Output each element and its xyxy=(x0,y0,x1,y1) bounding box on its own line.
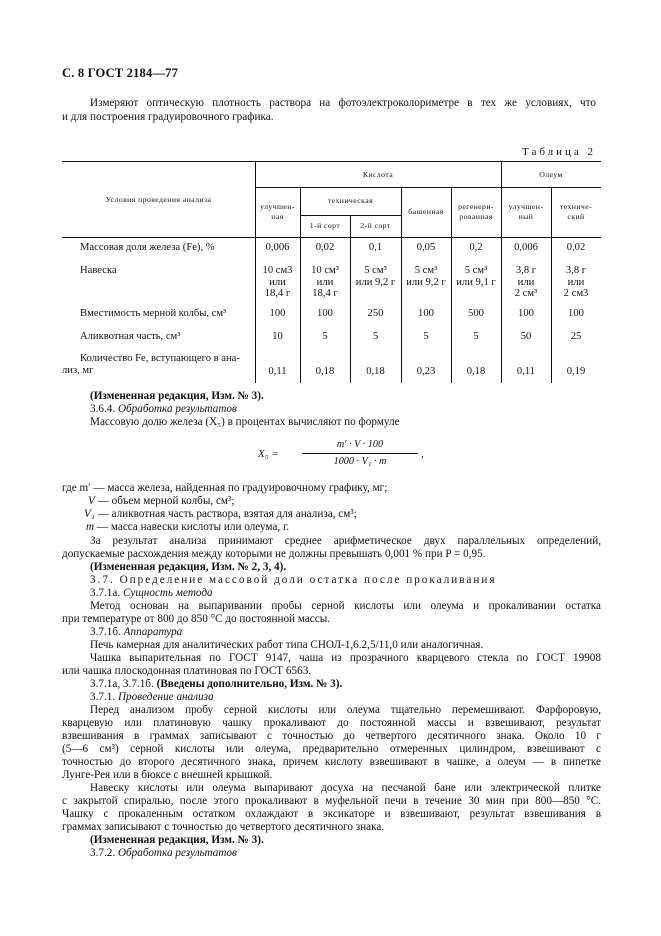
table-header-rule xyxy=(62,237,601,238)
table-cell: 5 xyxy=(423,331,429,342)
section-title: Проведение анализа xyxy=(117,691,214,703)
result-paragraph-line-1: За результат анализа принимают среднее арифметическое двух параллельных определений, xyxy=(90,535,601,547)
evaporation-line-4: граммах записывают с точностью до четвертого десятичного знака. xyxy=(62,821,385,833)
table-cell: 5 xyxy=(322,331,328,342)
table-cell: 10 см3 или 18,4 г xyxy=(262,265,293,300)
added-note-sections: 3.7.1а, 3.7.1б. xyxy=(90,678,154,690)
def-symbol: где m′ xyxy=(62,482,91,494)
section-number: 3.7.1. xyxy=(90,691,116,703)
col-header-conditions: Условия проведения анализа xyxy=(105,195,212,204)
apparatus-line-3: или чашка плоскодонная платиновая по ГОСТ 6563. xyxy=(62,665,312,677)
table-cell: 3,8 г или 2 см³ xyxy=(514,265,538,300)
section-number: 3.7.2. xyxy=(90,847,116,859)
table-cell: 500 xyxy=(468,308,484,319)
table-cell: 0,18 xyxy=(315,366,335,377)
table-cell: 0,1 xyxy=(368,242,383,253)
table-top-rule xyxy=(62,161,601,162)
section-number: 3.7.1б. xyxy=(90,626,121,638)
table-vline-2 xyxy=(350,215,351,383)
analysis-line-6: Лунге-Рея или в бюксе с внешней крышкой. xyxy=(62,769,273,781)
section-heading-37: 3.7. Определение массовой доли остатка после прокаливания xyxy=(90,574,497,586)
section-heading-372 xyxy=(90,847,237,860)
col-header-improved-acid: улучшен- ная xyxy=(260,202,295,221)
edit-note: (Измененная редакция, Изм. № 3). xyxy=(90,834,264,846)
section-heading-371 xyxy=(90,691,214,704)
evaporation-line-3: Чашку с прокаленным остатком охлаждают в эксикаторе и взвешивают, результат взвешивания в xyxy=(62,808,601,820)
formula-intro: Массовую долю железа (X₅) в процентах вычисляют по формуле xyxy=(90,416,400,428)
section-number: 3.6.4. xyxy=(90,403,116,415)
col-header-tower: башенная xyxy=(408,207,444,216)
row-label-aliquot: Аликвотная часть, см³ xyxy=(80,331,181,342)
col-header-improved-oleum: улучшен- ный xyxy=(508,202,544,221)
formula-lhs: X₅ = xyxy=(258,448,279,460)
table-cell: 5 xyxy=(372,331,379,342)
table-cell: 25 xyxy=(570,331,582,342)
table-cell: 0,18 xyxy=(366,366,385,377)
table-cell: 5 см³ или 9,1 г xyxy=(456,265,496,288)
table-cell: 0,2 xyxy=(469,242,483,253)
table-cell: 50 xyxy=(520,331,532,342)
table-cell: 10 см³ или 18,4 г xyxy=(311,265,339,300)
intro-line-2: и для построения градуировочного графика. xyxy=(62,111,274,123)
row-label-fe-amount-2: лиз, мг xyxy=(62,365,94,376)
col-header-grade-2: 2-й сорт xyxy=(360,221,391,230)
def-text: — объем мерной колбы, см³; xyxy=(97,495,235,507)
row-label-sample: Навеска xyxy=(80,265,117,276)
section-title: Сущность метода xyxy=(122,587,213,599)
table-cell: 0,02 xyxy=(315,242,335,253)
table-cell: 100 xyxy=(518,308,534,319)
row-label-fe-amount-1: Количество Fe, вступающего в ана- xyxy=(80,353,240,364)
def-text: — масса навески кислоты или олеума, г. xyxy=(96,521,290,533)
analysis-line-4: (5—6 см³) серной кислоты или олеума, предварительно отмеренных цилиндром, взвешивают с xyxy=(62,743,601,755)
table-cell: 100 xyxy=(568,308,584,319)
table-cell: 100 xyxy=(418,308,434,319)
definition-m xyxy=(86,521,289,534)
formula-tail: , xyxy=(421,448,424,460)
def-symbol: V₁ xyxy=(84,508,95,520)
section-heading-364 xyxy=(90,403,237,416)
section-title: Обработка результатов xyxy=(117,847,237,859)
definition-m-prime xyxy=(62,482,387,495)
formula-numerator: m′ · V · 100 xyxy=(336,439,384,450)
intro-line-1: Измеряют оптическую плотность раствора на фотоэлектроколориметре в тех же условиях, что xyxy=(90,97,596,109)
col-header-acid: Кислота xyxy=(362,170,394,179)
analysis-line-1: Перед анализом пробу серной кислоты или олеума тщательно перемешивают. Фарфоровую, xyxy=(90,704,601,716)
table-cell: 0,23 xyxy=(416,366,436,377)
evaporation-line-2: с закрытой спиралью, после этого прокаливают в муфельной печи в течение 30 мин при 800—850 °С. xyxy=(62,795,601,807)
analysis-line-2: кварцевую или платиновую чашку прокаливают до постоянной массы и взвешивают, результат xyxy=(62,717,601,729)
method-line-1: Метод основан на выпаривании пробы серной кислоты или олеума и прокаливании остатка xyxy=(90,600,601,612)
table-cell: 3,8 г или 2 см3 xyxy=(563,265,589,300)
table-cell: 250 xyxy=(367,308,384,319)
analysis-line-3: взвешивания в граммах записывают с точностью до четвертого десятичного знака. Около 10 г xyxy=(62,730,601,742)
col-header-technical: техническая xyxy=(327,196,374,205)
table-rule-groups xyxy=(255,187,601,188)
table-cell: 5 xyxy=(473,331,479,342)
row-label-iron-fraction: Массовая доля железа (Fe), % xyxy=(80,242,215,253)
section-title: Аппаратура xyxy=(123,626,183,638)
apparatus-line-2: Чашка выпарительная по ГОСТ 9147, чаша из прозрачного кварцевого стекла по ГОСТ 19908 xyxy=(90,652,601,664)
analysis-line-5: точностью до второго десятичного знака, причем кислоту взвешивают в чашке, а олеум — в пипетке xyxy=(62,756,601,768)
col-header-oleum: Олеум xyxy=(539,170,563,179)
def-symbol: V xyxy=(88,495,95,507)
definition-v xyxy=(88,495,234,508)
table-cell: 0,19 xyxy=(566,366,586,377)
page-header: С. 8 ГОСТ 2184—77 xyxy=(62,66,179,80)
table-cell: 0,006 xyxy=(265,242,290,253)
method-line-2: при температуре от 800 до 850 °С до постоянной массы. xyxy=(62,613,331,625)
table-cell: 0,11 xyxy=(268,366,287,377)
evaporation-line-1: Навеску кислоты или олеума выпаривают досуха на песчаной бане или электрической плитке xyxy=(90,782,601,794)
section-heading-371b xyxy=(90,626,182,639)
fraction-bar xyxy=(302,453,418,454)
edit-note: (Измененная редакция, Изм. № 3). xyxy=(90,390,264,402)
result-paragraph-line-2: допускаемые расхождения между которыми не должны превышать 0,001 % при P = 0,95. xyxy=(62,548,486,560)
formula-denominator: 1000 · V₁ · m xyxy=(333,456,387,467)
def-text: — масса железа, найденная по градуировочному графику, мг; xyxy=(93,482,388,494)
added-note xyxy=(90,678,342,691)
table-cell: 0,006 xyxy=(514,242,538,253)
table-cell: 100 xyxy=(269,308,286,319)
def-text: — аликвотная часть раствора, взятая для анализа, см³; xyxy=(97,508,357,520)
col-header-technical-oleum: техниче- ский xyxy=(559,202,593,221)
apparatus-line-1: Печь камерная для аналитических работ типа СНОЛ-1,6.2,5/11,0 или аналогичная. xyxy=(90,639,484,651)
table-cell: 0,18 xyxy=(466,366,486,377)
edit-note: (Измененная редакция, Изм. № 2, 3, 4). xyxy=(90,561,287,573)
table-cell: 10 xyxy=(272,331,283,342)
table-cell: 0,11 xyxy=(516,366,536,377)
col-header-regenerated: регенери- рованная xyxy=(458,202,494,221)
row-label-flask-volume: Вместимость мерной колбы, см³ xyxy=(80,308,227,319)
table-cell: 100 xyxy=(317,308,333,319)
col-header-grade-1: 1-й сорт xyxy=(309,221,341,230)
table-cell: 0,05 xyxy=(416,242,436,253)
table-cell: 5 см³ или 9,2 г xyxy=(406,265,446,288)
section-number: 3.7.1а. xyxy=(90,587,121,599)
table-caption: Таблица 2 xyxy=(522,146,597,158)
section-title: Обработка результатов xyxy=(117,403,237,415)
def-symbol: m xyxy=(86,521,95,533)
table-cell: 0,02 xyxy=(566,242,586,253)
definition-v1 xyxy=(84,508,357,521)
added-note-text: (Введены дополнительно, Изм. № 3). xyxy=(156,678,343,690)
section-heading-371a xyxy=(90,587,213,600)
table-cell: 5 см³ или 9,2 г xyxy=(355,265,396,288)
